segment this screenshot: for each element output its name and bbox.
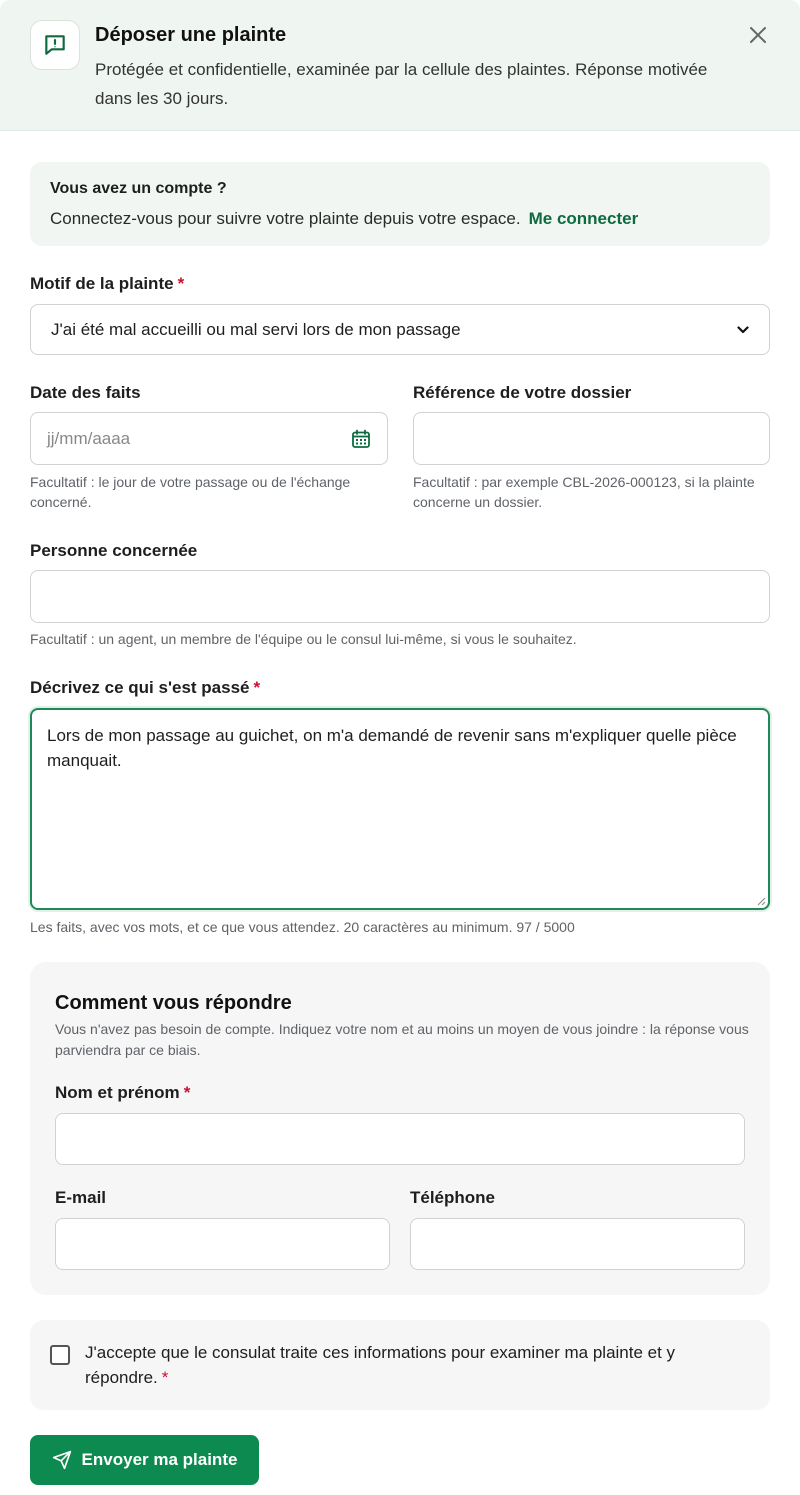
motif-selected-value: J'ai été mal accueilli ou mal servi lors de mon passage	[51, 319, 461, 339]
reference-label: Référence de votre dossier	[413, 383, 632, 402]
motif-select[interactable]	[30, 304, 770, 355]
dialog-title: Déposer une plainte	[95, 24, 287, 46]
person-label: Personne concernée	[30, 541, 198, 560]
consent-label[interactable]: J'accepte que le consulat traite ces informations pour examiner ma plainte et y répondre. *	[85, 1343, 676, 1387]
reply-section	[30, 962, 770, 1295]
dialog-header	[0, 0, 800, 131]
reply-title: Comment vous répondre	[55, 992, 292, 1014]
reference-help: Facultatif : par exemple CBL-2026-000123, si la plainte concerne un dossier.	[413, 474, 755, 510]
description-help: Les faits, avec vos mots, et ce que vous attendez. 20 caractères au minimum. 97 / 5000	[30, 919, 575, 935]
dialog-subtitle: Protégée et confidentielle, examinée par la cellule des plaintes. Réponse motivée dans les 30 jours.	[95, 60, 708, 108]
date-input[interactable]	[30, 412, 388, 465]
motif-label: Motif de la plainte *	[30, 274, 185, 293]
login-link[interactable]: Me connecter	[528, 209, 639, 228]
name-label: Nom et prénom *	[55, 1083, 191, 1102]
complaint-icon	[30, 20, 80, 70]
account-notice-text	[50, 209, 638, 229]
chevron-down-icon	[737, 326, 749, 334]
required-marker: *	[161, 1368, 169, 1387]
description-textarea[interactable]	[30, 708, 770, 910]
description-label: Décrivez ce qui s'est passé *	[30, 678, 261, 697]
account-notice	[30, 162, 770, 246]
close-button[interactable]	[745, 22, 771, 48]
send-icon	[52, 1450, 72, 1470]
reference-input[interactable]	[413, 412, 770, 465]
person-help: Facultatif : un agent, un membre de l'équipe ou le consul lui-même, si vous le souhaitez.	[30, 631, 577, 647]
account-notice-message: Connectez-vous pour suivre votre plainte depuis votre espace.	[50, 209, 521, 228]
phone-label: Téléphone	[410, 1188, 496, 1207]
consent-checkbox[interactable]	[50, 1345, 70, 1365]
name-input[interactable]	[55, 1113, 745, 1165]
calendar-icon[interactable]	[351, 429, 371, 449]
required-marker: *	[183, 1083, 191, 1102]
phone-input[interactable]	[410, 1218, 745, 1270]
required-marker: *	[253, 678, 261, 697]
consent-section	[30, 1320, 770, 1410]
close-icon	[749, 26, 767, 44]
submit-button[interactable]	[30, 1435, 259, 1485]
date-label: Date des faits	[30, 383, 141, 402]
reply-subtitle: Vous n'avez pas besoin de compte. Indiquez votre nom et au moins un moyen de vous joindre : la réponse vous parviendra par ce biais.	[55, 1021, 749, 1058]
email-input[interactable]	[55, 1218, 390, 1270]
submit-label: Envoyer ma plainte	[81, 1450, 238, 1469]
email-label: E-mail	[55, 1188, 107, 1207]
resize-handle-icon[interactable]	[756, 896, 766, 906]
required-marker: *	[177, 274, 185, 293]
account-notice-title: Vous avez un compte ?	[50, 180, 227, 197]
description-text: Lors de mon passage au guichet, on m'a demandé de revenir sans m'expliquer quelle pièce manquait.	[47, 726, 737, 770]
date-help: Facultatif : le jour de votre passage ou de l'échange concerné.	[30, 474, 351, 510]
date-placeholder: jj/mm/aaaa	[47, 428, 131, 448]
person-input[interactable]	[30, 570, 770, 623]
